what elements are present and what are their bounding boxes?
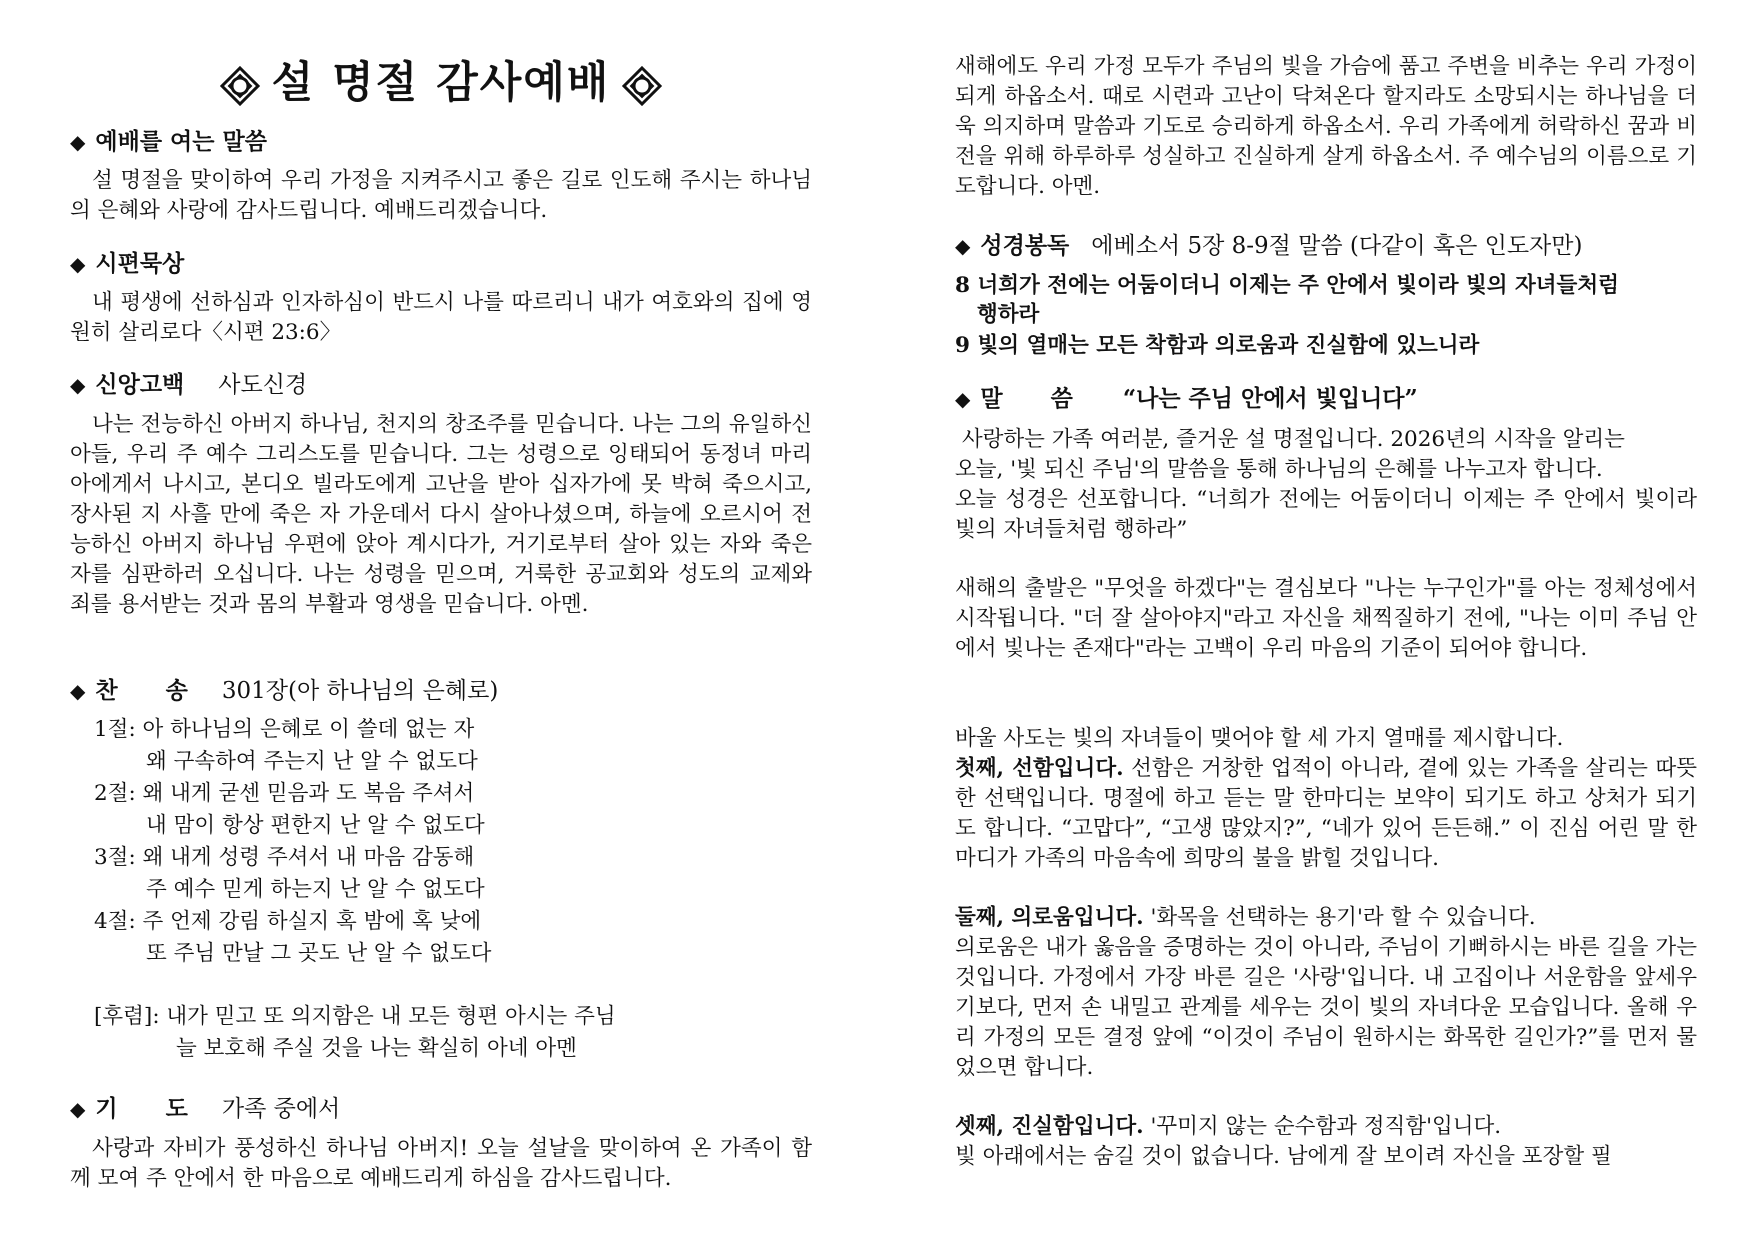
verse-9: 9 빛의 열매는 모든 착함과 의로움과 진실함에 있느니라 (955, 333, 1480, 358)
sermon-line: 사랑하는 가족 여러분, 즐거운 설 명절입니다. 2026년의 시작을 알리는 (955, 427, 1625, 452)
hymn-line: 또 주님 만날 그 곳도 난 알 수 없도다 (146, 941, 492, 966)
hymn-refrain: [후렴]: 내가 믿고 또 의지함은 내 모든 형편 아시는 주님 (94, 1004, 616, 1029)
sermon-line: 바울 사도는 빛의 자녀들이 맺어야 할 세 가지 열매를 제시합니다. (955, 726, 1564, 751)
sermon-paragraph: 첫째, 선함입니다. 선함은 거창한 업적이 아니라, 곁에 있는 가족을 살리는 따뜻한 선택입니다. 명절에 하고 듣는 말 한마디는 보약이 되기도 하고 상처가 되기도 합니다. “고맙다”, “고생 많았지?”, “네가 있어 든든해.” 이 진심 어린 말 한마디가 가족의 마음속에 희망의 불을 밝힐 것입니다. (955, 756, 1697, 871)
opening-text: 설 명절을 맞이하여 우리 가정을 지켜주시고 좋은 길로 인도해 주시는 하나님의 은혜와 사랑에 감사드립니다. 예배드리겠습니다. (70, 168, 812, 223)
sermon-title: “나는 주님 안에서 빛입니다” (1122, 385, 1418, 412)
creed-heading: ◆ 신앙고백 사도신경 (70, 371, 308, 398)
diamond-ornament-icon (220, 66, 260, 106)
sermon-line: 오늘, '빛 되신 주님'의 말씀을 통해 하나님의 은혜를 나누고자 합니다. (955, 457, 1603, 482)
hymn-line: 왜 구속하여 주는지 난 알 수 없도다 (146, 749, 478, 774)
verse-8-cont: 행하라 (977, 302, 1040, 327)
diamond-bullet-icon: ◆ (70, 252, 86, 276)
diamond-ornament-icon (622, 66, 662, 106)
hymn-heading: ◆ 찬 송 301장(아 하나님의 은혜로) (70, 677, 499, 704)
prayer-heading: ◆ 기 도 가족 중에서 (70, 1095, 341, 1122)
diamond-bullet-icon: ◆ (955, 387, 971, 411)
hymn-line: 1절: 아 하나님의 은혜로 이 쓸데 없는 자 (94, 717, 475, 742)
psalm-text: 내 평생에 선하심과 인자하심이 반드시 나를 따르리니 내가 여호와의 집에 영원히 살리로다〈시편 23:6〉 (70, 290, 812, 345)
prayer-sub: 가족 중에서 (221, 1096, 341, 1122)
prayer-text: 사랑과 자비가 풍성하신 하나님 아버지! 오늘 설날을 맞이하여 온 가족이 함께 모여 주 안에서 한 마음으로 예배드리게 하심을 감사드립니다. (70, 1136, 812, 1191)
point-third: 셋째, 진실함입니다. (955, 1114, 1144, 1139)
psalm-heading: ◆ 시편묵상 (70, 250, 185, 277)
sermon-line: 둘째, 의로움입니다. '화목을 선택하는 용기'라 할 수 있습니다. (955, 905, 1536, 930)
creed-text: 나는 전능하신 아버지 하나님, 천지의 창조주를 믿습니다. 나는 그의 유일하신 아들, 우리 주 예수 그리스도를 믿습니다. 그는 성령으로 잉태되어 동정녀 마리아에게서 나시고, 본디오 빌라도에게 고난을 받아 십자가에 못 박혀 죽으시고, 장사된 지 사흘 만에 죽은 자 가운데서 다시 살아나셨으며, 하늘에 오르시어 전능하신 아버지 하나님 우편에 앉아 계시다가, 거기로부터 살아 있는 자와 죽은 자를 심판하러 오십니다. 나는 성령을 믿으며, 거룩한 공교회와 성도의 교제와 죄를 용서받는 것과 몸의 부활과 영생을 믿습니다. 아멘. (70, 412, 812, 617)
diamond-bullet-icon: ◆ (70, 1097, 86, 1121)
title-text: 설 명절 감사예배 (271, 58, 611, 108)
creed-sub: 사도신경 (218, 372, 308, 398)
hymn-line: 주 예수 믿게 하는지 난 알 수 없도다 (146, 877, 485, 902)
hymn-line: 내 맘이 항상 편한지 난 알 수 없도다 (146, 813, 485, 838)
point-first: 첫째, 선함입니다. (955, 756, 1124, 781)
verse-8: 8 너희가 전에는 어둠이더니 이제는 주 안에서 빛이라 빛의 자녀들처럼 (955, 273, 1619, 298)
hymn-line: 3절: 왜 내게 성령 주셔서 내 마음 감동해 (94, 845, 475, 870)
hymn-line: 2절: 왜 내게 굳센 믿음과 도 복음 주셔서 (94, 781, 475, 806)
sermon-line: 셋째, 진실함입니다. '꾸미지 않는 순수함과 정직함'입니다. (955, 1114, 1502, 1139)
opening-heading: ◆ 예배를 여는 말씀 (70, 128, 267, 155)
diamond-bullet-icon: ◆ (955, 234, 971, 258)
reading-sub: 에베소서 5장 8-9절 말씀 (다같이 혹은 인도자만) (1091, 233, 1583, 259)
sermon-paragraph: 오늘 성경은 선포합니다. “너희가 전에는 어둠이더니 이제는 주 안에서 빛이라 빛의 자녀들처럼 행하라” (955, 487, 1697, 542)
sermon-paragraph: 새해의 출발은 "무엇을 하겠다"는 결심보다 "나는 누구인가"를 아는 정체성에서 시작됩니다. "더 잘 살아야지"라고 자신을 채찍질하기 전에, "나는 이미 주님 안에서 빛나는 존재다"라는 고백이 우리 마음의 기준이 되어야 합니다. (955, 576, 1697, 661)
point-second: 둘째, 의로움입니다. (955, 905, 1144, 930)
diamond-bullet-icon: ◆ (70, 130, 86, 154)
hymn-sub: 301장(아 하나님의 은혜로) (221, 678, 499, 704)
hymn-line: 4절: 주 언제 강림 하실지 혹 밤에 혹 낮에 (94, 909, 482, 934)
sermon-line: 빛 아래에서는 숨길 것이 없습니다. 남에게 잘 보이려 자신을 포장할 필 (955, 1144, 1612, 1169)
prayer-continued: 새해에도 우리 가정 모두가 주님의 빛을 가슴에 품고 주변을 비추는 우리 가정이 되게 하옵소서. 때로 시련과 고난이 닥쳐온다 할지라도 소망되시는 하나님을 더욱 의지하며 말씀과 기도로 승리하게 하옵소서. 우리 가족에게 허락하신 꿈과 비전을 위해 하루하루 성실하고 진실하게 살게 하옵소서. 주 예수님의 이름으로 기도합니다. 아멘. (955, 54, 1697, 199)
page-title (70, 48, 812, 118)
sermon-paragraph: 의로움은 내가 옳음을 증명하는 것이 아니라, 주님이 기뻐하시는 바른 길을 가는 것입니다. 가정에서 가장 바른 길은 '사랑'입니다. 내 고집이나 서운함을 앞세우기보다, 먼저 손 내밀고 관계를 세우는 것이 빛의 자녀다운 모습입니다. 올해 우리 가정의 모든 결정 앞에 “이것이 주님이 원하시는 화목한 길인가?”를 먼저 물었으면 합니다. (955, 935, 1697, 1080)
diamond-bullet-icon: ◆ (70, 679, 86, 703)
hymn-refrain: 늘 보호해 주실 것을 나는 확실히 아네 아멘 (176, 1036, 577, 1061)
reading-heading: ◆ 성경봉독 에베소서 5장 8-9절 말씀 (다같이 혹은 인도자만) (955, 232, 1583, 259)
sermon-heading: ◆ 말 씀 “나는 주님 안에서 빛입니다” (955, 385, 1418, 412)
diamond-bullet-icon: ◆ (70, 373, 86, 397)
